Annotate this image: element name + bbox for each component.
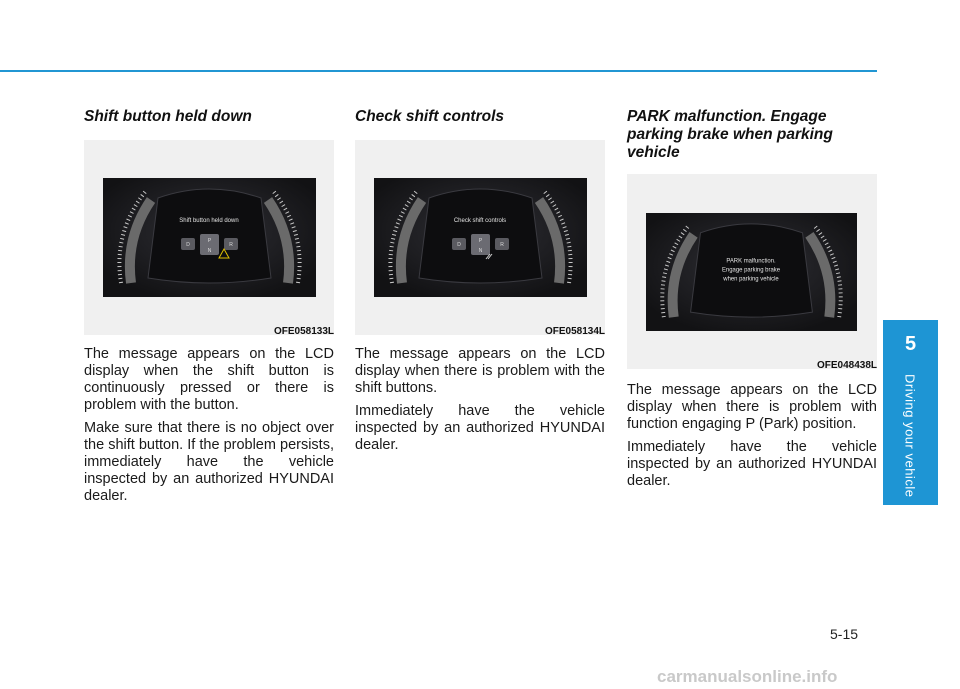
section-body bbox=[84, 346, 334, 505]
section-check-shift-controls bbox=[355, 108, 605, 460]
paragraph: Immediately have the vehicle inspected by an authorized HYUNDAI dealer. bbox=[627, 439, 877, 489]
cluster-graphic bbox=[374, 178, 587, 297]
paragraph: Immediately have the vehicle inspected by an authorized HYUNDAI dealer. bbox=[355, 403, 605, 453]
page-number: 5-15 bbox=[830, 626, 859, 642]
screen-message-line: Engage parking brake bbox=[721, 267, 781, 274]
figure-code: OFE058133L bbox=[273, 326, 334, 337]
cluster-graphic bbox=[646, 213, 857, 331]
cluster-graphic bbox=[103, 178, 316, 297]
section-title: Shift button held down bbox=[84, 108, 252, 125]
lcd-screen bbox=[103, 178, 316, 297]
figure-cluster-display bbox=[627, 174, 877, 369]
section-title: Check shift controls bbox=[355, 108, 504, 125]
gear-n-label: N bbox=[207, 248, 212, 254]
paragraph: The message appears on the LCD display when there is problem with the shift buttons. bbox=[355, 346, 605, 396]
section-title: PARK malfunction. Engage parking brake when parking vehicle bbox=[627, 108, 833, 161]
gear-n-label: N bbox=[478, 248, 483, 254]
figure-code: OFE048438L bbox=[816, 360, 877, 371]
gear-r-label: R bbox=[229, 242, 233, 248]
section-park-malfunction bbox=[627, 108, 877, 496]
screen-message: Shift button held down bbox=[179, 218, 239, 224]
top-rule bbox=[0, 70, 877, 72]
gear-p-label: P bbox=[478, 238, 483, 244]
figure-cluster-display bbox=[355, 140, 605, 335]
section-shift-button-held-down bbox=[84, 108, 334, 511]
lcd-screen bbox=[374, 178, 587, 297]
chapter-title: Driving your vehicle bbox=[902, 374, 918, 498]
lcd-screen bbox=[646, 213, 857, 331]
gear-d-label: D bbox=[457, 242, 461, 248]
paragraph: Make sure that there is no object over the shift button. If the problem persists, immediately have the vehicle inspected by an authorized HYUNDAI dealer. bbox=[84, 420, 334, 504]
section-body bbox=[355, 346, 605, 454]
gear-d-label: D bbox=[186, 242, 190, 248]
figure-cluster-display bbox=[84, 140, 334, 335]
watermark: carmanualsonline.info bbox=[657, 667, 838, 686]
screen-message-line: PARK malfunction. bbox=[726, 258, 776, 265]
section-body bbox=[627, 382, 877, 490]
gear-p-label: P bbox=[207, 238, 212, 244]
paragraph: The message appears on the LCD display when the shift button is continuously pressed or there is problem with the button. bbox=[84, 346, 334, 413]
chapter-number: 5 bbox=[904, 332, 917, 355]
figure-code: OFE058134L bbox=[544, 326, 605, 337]
screen-message: Check shift controls bbox=[453, 218, 507, 224]
screen-message-line: when parking vehicle bbox=[723, 276, 779, 283]
paragraph: The message appears on the LCD display when there is problem with function engaging P (Park) position. bbox=[627, 382, 877, 432]
gear-r-label: R bbox=[500, 242, 504, 248]
